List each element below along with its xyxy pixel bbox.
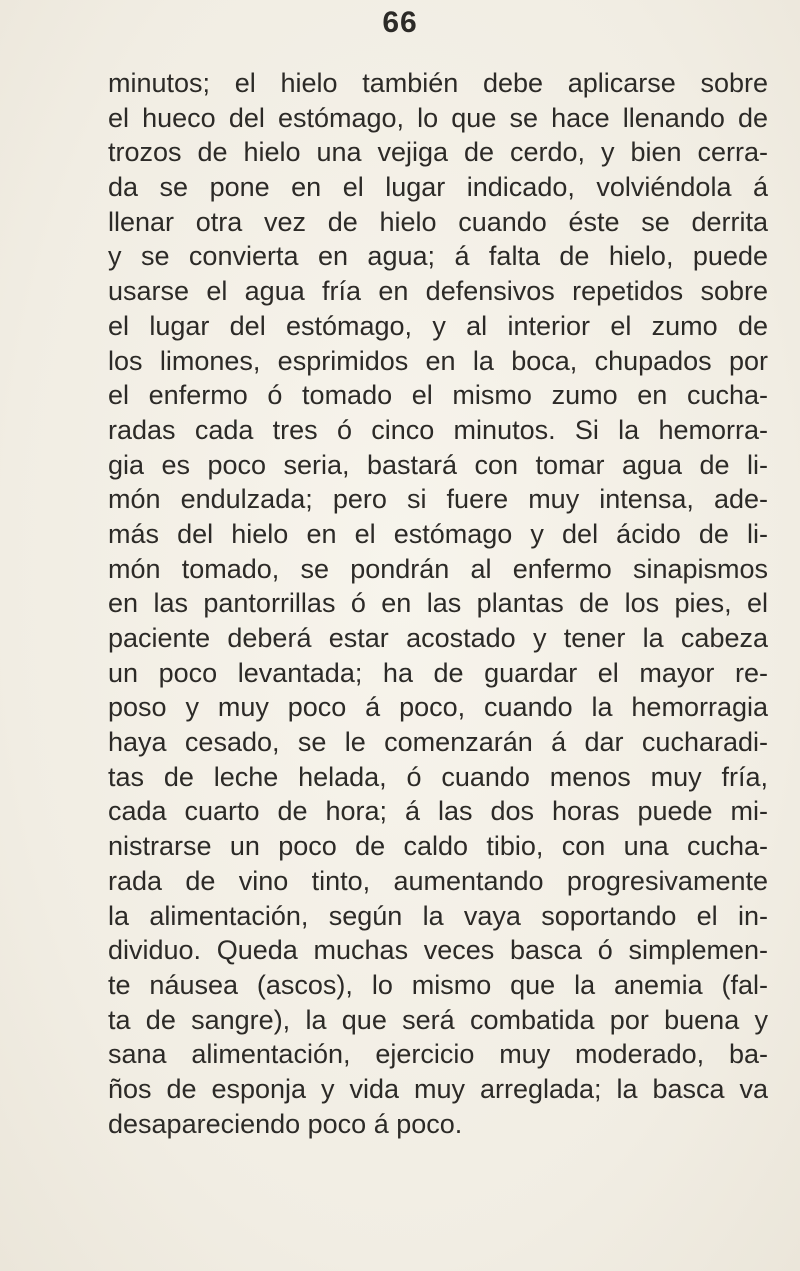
text-line: los limones, esprimidos en la boca, chupados por <box>108 345 768 376</box>
text-line: el hueco del estómago, lo que se hace llenando de <box>108 102 768 133</box>
text-line: paciente deberá estar acostado y tener la cabeza <box>108 623 768 653</box>
text-line: minutos; el hielo también debe aplicarse sobre <box>108 68 768 98</box>
text-line: en las pantorrillas ó en las plantas de los pies, el <box>108 588 768 619</box>
text-line: haya cesado, se le comenzarán á dar cucharadi- <box>108 727 768 758</box>
text-line: un poco levantada; ha de guardar el mayor re- <box>108 657 768 688</box>
text-line: y se convierta en agua; á falta de hielo, puede <box>108 241 768 272</box>
text-line: radas cada tres ó cinco minutos. Si la hemorra- <box>108 414 768 445</box>
text-line-last: desapareciendo poco á poco. <box>108 1108 463 1139</box>
text-line: trozos de hielo una vejiga de cerdo, y bien cerra- <box>108 137 768 168</box>
text-line: ta de sangre), la que será combatida por buena y <box>108 1004 768 1035</box>
text-line: cada cuarto de hora; á las dos horas puede mi- <box>108 796 768 827</box>
text-line: te náusea (ascos), lo mismo que la anemia (fal- <box>108 969 768 1000</box>
body-text <box>108 66 768 1141</box>
text-line: poso y muy poco á poco, cuando la hemorragia <box>108 692 768 723</box>
text-line: la alimentación, según la vaya soportando el in- <box>108 900 768 931</box>
text-line: usarse el agua fría en defensivos repetidos sobre <box>108 276 768 307</box>
text-line: tas de leche helada, ó cuando menos muy fría, <box>108 761 768 792</box>
text-line: gia es poco seria, bastará con tomar agua de li- <box>108 449 768 480</box>
text-line: ños de esponja y vida muy arreglada; la basca va <box>108 1073 768 1104</box>
text-line: món endulzada; pero si fuere muy intensa, ade- <box>108 484 768 515</box>
text-line: más del hielo en el estómago y del ácido de li- <box>108 518 768 549</box>
text-line: el lugar del estómago, y al interior el zumo de <box>108 310 768 341</box>
text-line: da se pone en el lugar indicado, volviéndola á <box>108 172 768 203</box>
text-line: nistrarse un poco de caldo tibio, con una cucha- <box>108 831 768 862</box>
text-line: sana alimentación, ejercicio muy moderado, ba- <box>108 1039 768 1070</box>
text-line: llenar otra vez de hielo cuando éste se derrita <box>108 206 768 237</box>
text-line: món tomado, se pondrán al enfermo sinapismos <box>108 553 768 584</box>
page-number: 66 <box>382 6 418 39</box>
text-line: rada de vino tinto, aumentando progresivamente <box>108 865 768 896</box>
text-line: dividuo. Queda muchas veces basca ó simplemen- <box>108 935 768 966</box>
text-line: el enfermo ó tomado el mismo zumo en cucha- <box>108 380 768 411</box>
